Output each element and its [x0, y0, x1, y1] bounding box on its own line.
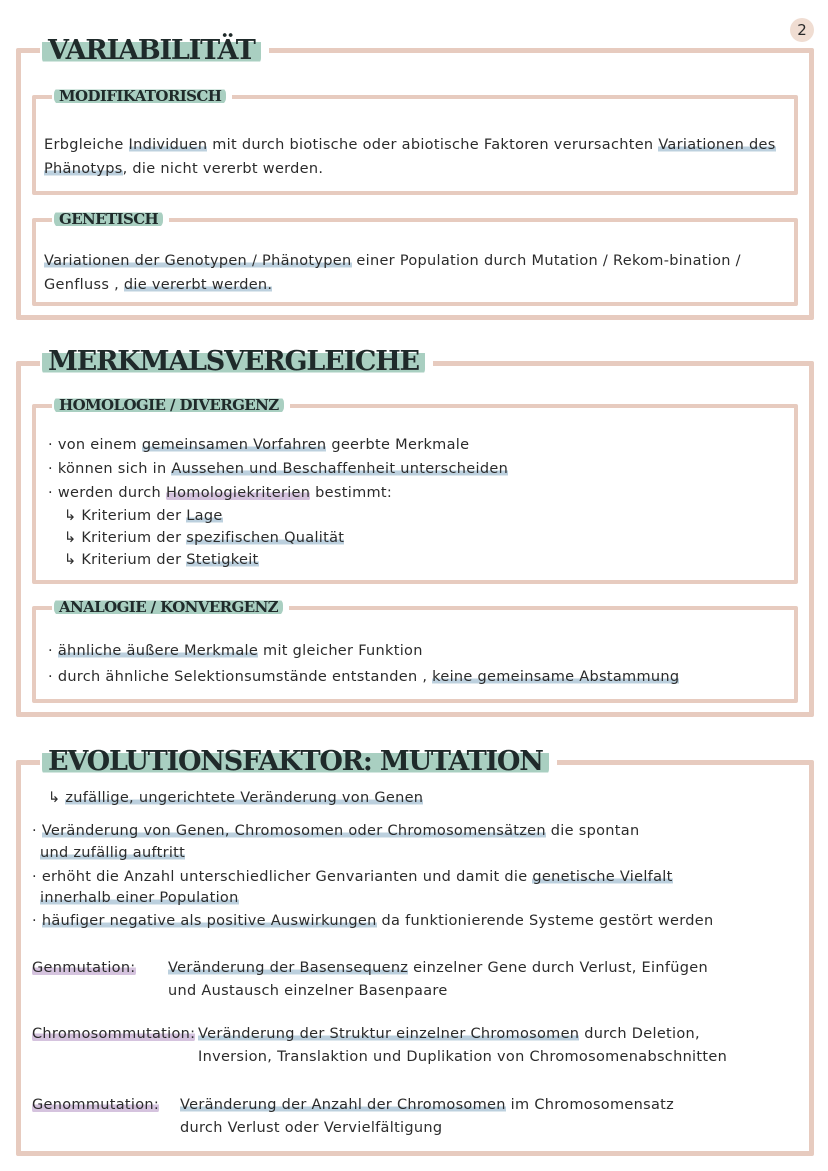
genommutation-definition: Veränderung der Anzahl der Chromosomen im Chromosomensatz durch Verlust oder Vervielfältigung: [180, 1097, 675, 1136]
mutation-title: EVOLUTIONSFAKTOR: MUTATION: [40, 747, 557, 777]
page-number: 2: [790, 18, 814, 42]
homologie-criterion-1: ↳ Kriterium der Lage: [64, 508, 223, 524]
analogie-title: ANALOGIE / KONVERGENZ: [52, 598, 289, 616]
genmutation-definition: Veränderung der Basensequenz einzelner Gene durch Verlust, Einfügen und Austausch einzelner Basenpaare: [168, 960, 708, 999]
mutation-bullet-2: · erhöht die Anzahl unterschiedlicher Genvarianten und damit die genetische Vielfalt: [32, 869, 673, 885]
variabilitaet-title: VARIABILITÄT: [40, 36, 269, 66]
genmutation-term: Genmutation:: [32, 960, 136, 976]
mutation-intro: ↳ zufällige, ungerichtete Veränderung von Genen: [48, 790, 424, 806]
chromosommutation-term: Chromosommutation:: [32, 1026, 196, 1042]
genetisch-title: GENETISCH: [52, 210, 169, 228]
genommutation-term: Genommutation:: [32, 1097, 160, 1113]
chromosommutation-definition: Veränderung der Struktur einzelner Chromosomen durch Deletion, Inversion, Translaktion und Duplikation von Chromosomenabschnitten: [198, 1026, 728, 1065]
homologie-line-1: · von einem gemeinsamen Vorfahren geerbte Merkmale: [48, 437, 470, 453]
homologie-line-3: · werden durch Homologiekriterien bestimmt:: [48, 485, 393, 501]
homologie-criterion-3: ↳ Kriterium der Stetigkeit: [64, 552, 259, 568]
mutation-bullet-2-cont: innerhalb einer Population: [40, 890, 239, 906]
homologie-criterion-2: ↳ Kriterium der spezifischen Qualität: [64, 530, 345, 546]
mutation-bullet-1-cont: und zufällig auftritt: [40, 845, 186, 861]
analogie-line-1: · ähnliche äußere Merkmale mit gleicher Funktion: [48, 643, 423, 659]
mutation-bullet-1: · Veränderung von Genen, Chromosomen oder Chromosomensätzen die spontan: [32, 823, 640, 839]
genetisch-text: Variationen der Genotypen / Phänotypen einer Population durch Mutation / Rekom-bination / Genfluss , die vererbt werden.: [44, 253, 741, 293]
analogie-line-2: · durch ähnliche Selektionsumstände entstanden , keine gemeinsame Abstammung: [48, 669, 680, 685]
modifikatorisch-title: MODIFIKATORISCH: [52, 87, 232, 105]
homologie-title: HOMOLOGIE / DIVERGENZ: [52, 396, 290, 414]
modifikatorisch-text: Erbgleiche Individuen mit durch biotische oder abiotische Faktoren verursachten Variationen des Phänotyps, die nicht vererbt werden.: [44, 137, 776, 177]
merkmalsvergleiche-title: MERKMALSVERGLEICHE: [40, 347, 433, 377]
mutation-bullet-3: · häufiger negative als positive Auswirkungen da funktionierende Systeme gestört werden: [32, 913, 714, 929]
homologie-line-2: · können sich in Aussehen und Beschaffenheit unterscheiden: [48, 461, 509, 477]
